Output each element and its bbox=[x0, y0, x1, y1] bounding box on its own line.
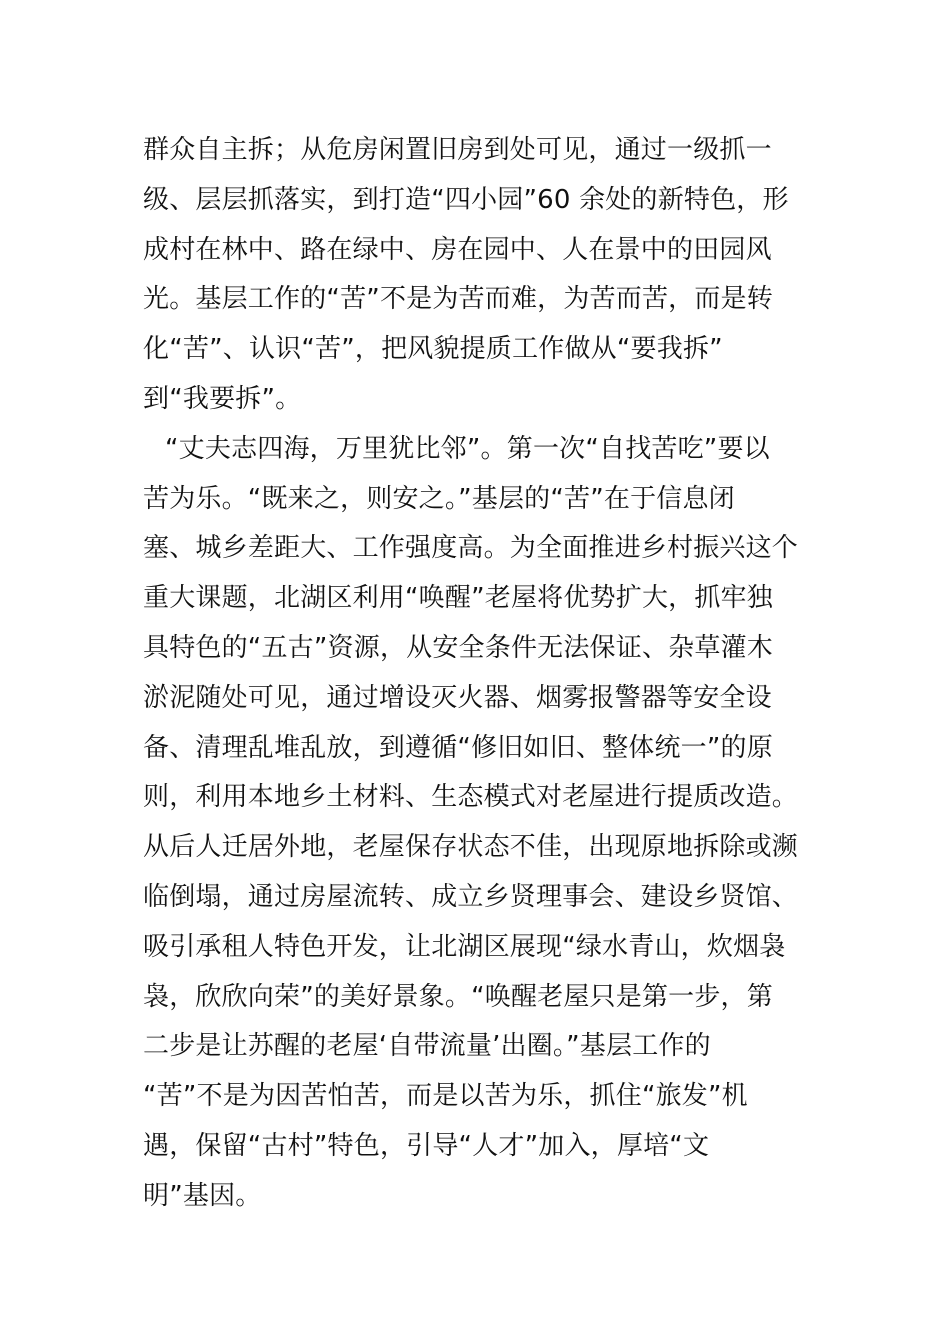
body-text bbox=[143, 126, 813, 1222]
text-line: 二步是让苏醒的老屋‘自带流量’出圈。”基层工作的 bbox=[143, 1031, 711, 1062]
text-line: 化“苦”、认识“苦”，把风貌提质工作做从“要我拆” bbox=[143, 334, 723, 365]
text-line: 重大课题，北湖区利用“唤醒”老屋将优势扩大，抓牢独 bbox=[143, 583, 773, 614]
text-line: 从后人迁居外地，老屋保存状态不佳，出现原地拆除或濒 bbox=[143, 832, 799, 863]
text-line: 具特色的“五古”资源，从安全条件无法保证、杂草灌木 bbox=[143, 632, 773, 663]
paragraph-start-line: “丈夫志四海，万里犹比邻”。第一次“自找苦吃”要以 bbox=[165, 433, 770, 464]
text-line: 则，利用本地乡土材料、生态模式对老屋进行提质改造。 bbox=[143, 782, 799, 813]
text-line: 塞、城乡差距大、工作强度高。为全面推进乡村振兴这个 bbox=[143, 533, 799, 564]
text-line: 吸引承租人特色开发，让北湖区展现“绿水青山，炊烟袅 bbox=[143, 931, 786, 962]
text-line: 袅，欣欣向荣”的美好景象。“唤醒老屋只是第一步，第 bbox=[143, 981, 773, 1012]
text-line: 苦为乐。“既来之，则安之。”基层的“苦”在于信息闭 bbox=[143, 483, 735, 514]
text-line: 备、清理乱堆乱放，到遵循“修旧如旧、整体统一”的原 bbox=[143, 732, 773, 763]
text-line: 级、层层抓落实，到打造“四小园”60 余处的新特色，形 bbox=[143, 184, 789, 215]
text-line: 光。基层工作的“苦”不是为苦而难，为苦而苦，而是转 bbox=[143, 284, 773, 315]
text-line: 群众自主拆；从危房闲置旧房到处可见，通过一级抓一 bbox=[143, 135, 772, 165]
text-line: 遇，保留“古村”特色，引导“人才”加入，厚培“文 bbox=[143, 1130, 710, 1161]
text-line: 明”基因。 bbox=[143, 1180, 262, 1211]
text-line: “苦”不是为因苦怕苦，而是以苦为乐，抓住“旅发”机 bbox=[143, 1081, 748, 1112]
text-line: 临倒塌，通过房屋流转、成立乡贤理事会、建设乡贤馆、 bbox=[143, 881, 799, 912]
text-line: 到“我要拆”。 bbox=[143, 383, 302, 414]
text-line: 淤泥随处可见，通过增设灭火器、烟雾报警器等安全设 bbox=[143, 682, 772, 713]
text-line: 成村在林中、路在绿中、房在园中、人在景中的田园风 bbox=[143, 234, 772, 265]
